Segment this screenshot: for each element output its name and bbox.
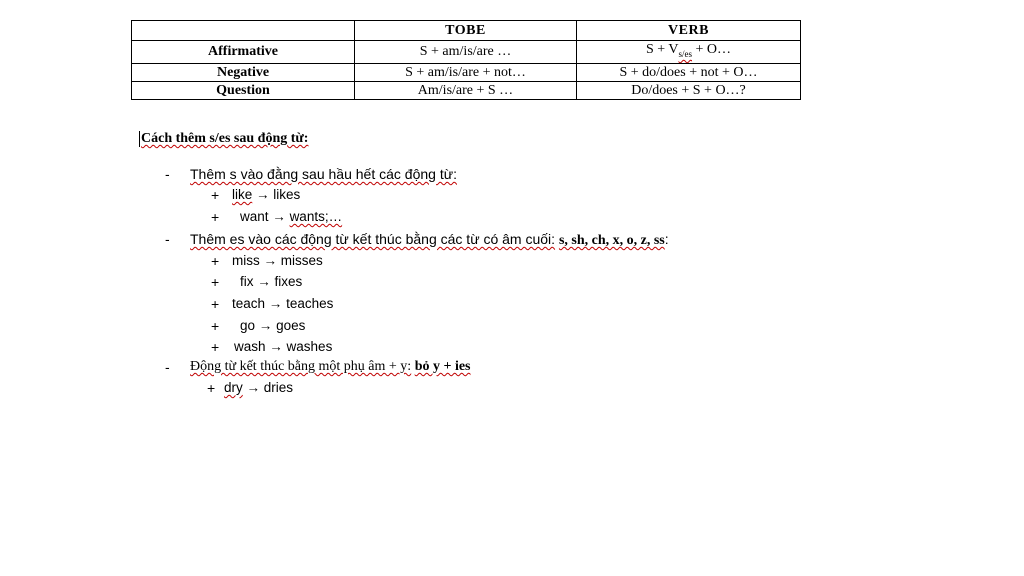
arrow-icon: → — [246, 380, 261, 395]
arrow-icon: → — [258, 318, 273, 333]
row-label-negative: Negative — [132, 63, 355, 81]
arrow-icon: → — [257, 274, 271, 289]
cell-verb-question: Do/does + S + O…? — [577, 81, 801, 99]
section-heading: Cách thêm s/es sau động từ: — [141, 131, 309, 146]
verb-affirmative-sub-text: s/es — [678, 48, 693, 59]
plus-marker: + — [211, 187, 220, 203]
rule-1-text — [190, 166, 457, 182]
verb-affirmative-post: + O… — [692, 42, 732, 57]
example-from: fix — [240, 274, 254, 289]
rule-1-label: Thêm s vào đằng sau hầu hết các động từ: — [190, 166, 457, 182]
example-want — [240, 209, 342, 224]
arrow-icon: → — [269, 339, 283, 354]
grammar-table — [131, 20, 801, 100]
verb-affirmative-subscript — [679, 49, 693, 59]
table-row-negative — [132, 63, 801, 81]
example-to: dries — [263, 380, 294, 395]
cell-tobe-affirmative: S + am/is/are … — [355, 41, 577, 64]
plus-marker: + — [211, 296, 220, 312]
example-from: want — [240, 209, 269, 224]
arrow-icon: → — [272, 209, 286, 224]
cell-tobe-negative: S + am/is/are + not… — [355, 63, 577, 81]
arrow-icon: → — [263, 253, 278, 268]
example-go — [240, 318, 305, 333]
example-from: go — [240, 318, 256, 333]
example-dry — [224, 380, 293, 395]
rule-2-text — [190, 231, 669, 249]
table-row-affirmative — [132, 41, 801, 64]
rule-2-label: Thêm es vào các động từ kết thúc bằng các từ có âm cuối: — [190, 231, 556, 247]
example-from: like — [232, 187, 253, 202]
row-label-affirmative: Affirmative — [132, 41, 355, 64]
arrow-icon: → — [256, 187, 270, 202]
example-from: miss — [232, 253, 260, 268]
example-wash — [234, 339, 332, 354]
rule-2-suffix: : — [664, 231, 669, 247]
example-from: teach — [232, 296, 266, 311]
plus-marker: + — [211, 253, 220, 269]
example-to: misses — [280, 253, 323, 268]
arrow-icon: → — [268, 296, 283, 311]
example-to: likes — [273, 187, 301, 202]
example-to: fixes — [274, 274, 303, 289]
plus-marker: + — [211, 318, 220, 334]
example-to: wants;… — [289, 209, 343, 224]
verb-affirmative-pre: S + V — [645, 42, 679, 57]
bullet-dash-1: - — [165, 166, 170, 182]
cell-tobe-question: Am/is/are + S … — [355, 81, 577, 99]
rule-2-endings: s, sh, ch, x, o, z, ss — [558, 233, 665, 248]
cell-verb-affirmative — [577, 41, 801, 64]
plus-marker: + — [207, 380, 216, 396]
table-header-row — [132, 21, 801, 41]
example-to: washes — [286, 339, 333, 354]
example-fix — [240, 274, 302, 289]
plus-marker: + — [211, 274, 220, 290]
rule-3-text — [190, 359, 471, 375]
example-from: wash — [234, 339, 266, 354]
table-row-question — [132, 81, 801, 99]
header-cell-verb: VERB — [577, 21, 801, 41]
bullet-dash-2: - — [165, 231, 170, 247]
cell-verb-negative: S + do/does + not + O… — [577, 63, 801, 81]
row-label-question: Question — [132, 81, 355, 99]
example-to: teaches — [286, 296, 334, 311]
example-like — [232, 187, 300, 202]
example-to: goes — [276, 318, 306, 333]
example-teach — [232, 296, 333, 311]
header-cell-empty — [132, 21, 355, 41]
plus-marker: + — [211, 209, 220, 225]
rule-3-bold: bỏ y + ies — [414, 359, 471, 374]
example-from: dry — [224, 380, 243, 395]
plus-marker: + — [211, 339, 220, 355]
bullet-dash-3: - — [165, 359, 170, 375]
example-miss — [232, 253, 323, 268]
rule-3-label: Động từ kết thúc bằng một phụ âm + y: — [190, 359, 412, 374]
header-cell-tobe: TOBE — [355, 21, 577, 41]
